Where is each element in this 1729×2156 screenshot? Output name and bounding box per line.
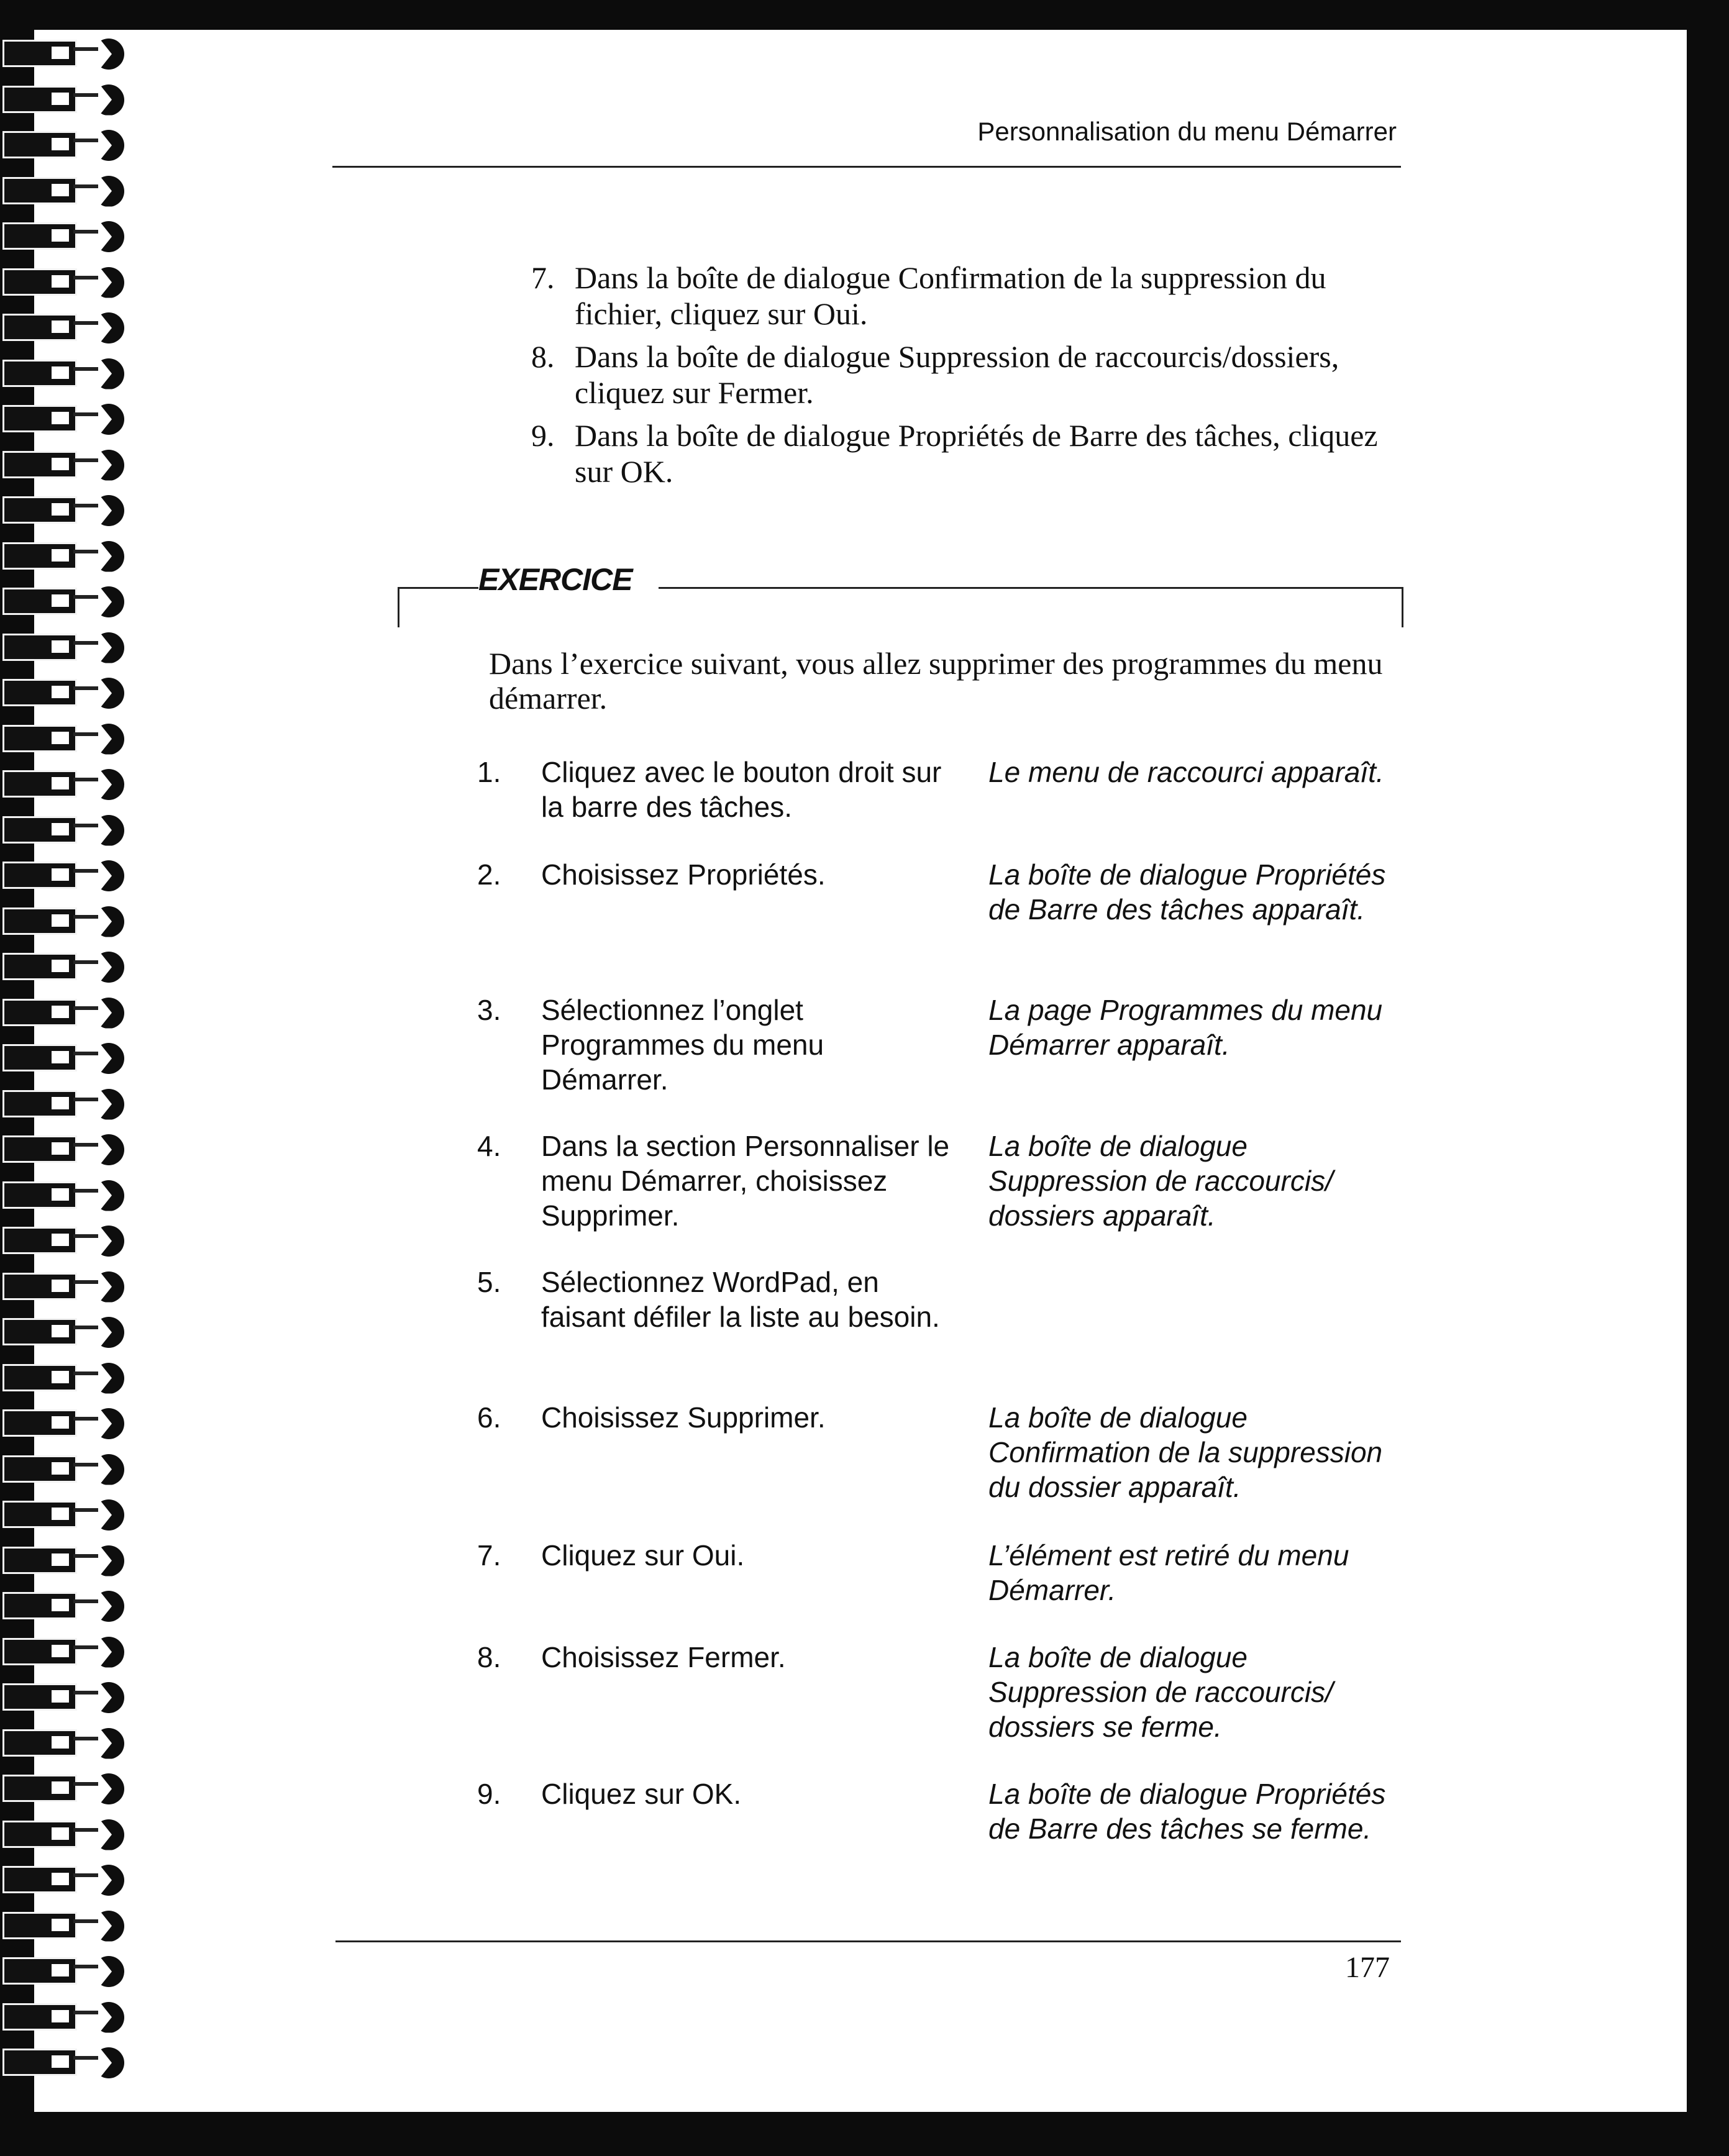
step-result: La boîte de dialogue Suppression de raccourcis/ dossiers se ferme. bbox=[988, 1641, 1333, 1743]
step-action: Dans la section Personnaliser le menu Démarrer, choisissez Supprimer. bbox=[541, 1130, 950, 1232]
step-action: Choisissez Supprimer. bbox=[541, 1401, 826, 1434]
header-rule bbox=[332, 166, 1401, 168]
list-item bbox=[531, 417, 1401, 489]
step-result: La page Programmes du menu Démarrer apparaît. bbox=[988, 994, 1383, 1061]
step-number: 9. bbox=[531, 418, 555, 453]
binding-ring bbox=[0, 1498, 134, 1534]
step-result: Le menu de raccourci apparaît. bbox=[988, 756, 1384, 788]
binding-ring bbox=[0, 494, 134, 530]
binding-ring bbox=[0, 1681, 134, 1717]
running-header: Personnalisation du menu Démarrer bbox=[977, 117, 1397, 146]
exercise-intro: Dans l’exercice suivant, vous allez supprimer des programmes du menu démarrer. bbox=[489, 646, 1383, 716]
binding-ring bbox=[0, 768, 134, 804]
step-action: Sélectionnez WordPad, en faisant défiler la liste au besoin. bbox=[541, 1266, 940, 1333]
step-text: Dans la boîte de dialogue Confirmation de la suppression du fichier, cliquez sur Oui. bbox=[575, 260, 1326, 331]
step-action: Cliquez sur OK. bbox=[541, 1778, 742, 1810]
step-action: Cliquez avec le bouton droit sur la barre des tâches. bbox=[541, 756, 942, 823]
binding-ring bbox=[0, 1088, 134, 1124]
step-number: 7. bbox=[531, 260, 555, 295]
binding-ring bbox=[0, 1316, 134, 1352]
exercise-box-top-rule-left bbox=[398, 587, 485, 589]
binding-ring bbox=[0, 1727, 134, 1763]
binding-ring bbox=[0, 175, 134, 211]
step-action: Choisissez Fermer. bbox=[541, 1641, 786, 1673]
exercise-box-top-rule-right bbox=[659, 587, 1403, 589]
binding-ring bbox=[0, 266, 134, 302]
binding-ring bbox=[0, 1635, 134, 1672]
step-number: 7. bbox=[477, 1539, 501, 1572]
step-number: 4. bbox=[477, 1130, 501, 1162]
step-result: La boîte de dialogue Propriétés de Barre des tâches apparaît. bbox=[988, 858, 1386, 926]
binding-ring bbox=[0, 585, 134, 621]
binding-ring bbox=[0, 220, 134, 256]
step-number: 5. bbox=[477, 1266, 501, 1298]
exercise-box-right-edge bbox=[1402, 588, 1403, 627]
step-result: La boîte de dialogue Suppression de raccourcis/ dossiers apparaît. bbox=[988, 1130, 1333, 1232]
spiral-binding bbox=[0, 37, 143, 2106]
list-item bbox=[531, 260, 1401, 332]
binding-ring bbox=[0, 1133, 134, 1169]
binding-ring bbox=[0, 540, 134, 576]
binding-ring bbox=[0, 996, 134, 1032]
binding-ring bbox=[0, 722, 134, 758]
binding-ring bbox=[0, 448, 134, 484]
binding-ring bbox=[0, 814, 134, 850]
binding-ring bbox=[0, 631, 134, 667]
step-text: Dans la boîte de dialogue Suppression de raccourcis/dossiers, cliquez sur Fermer. bbox=[575, 339, 1339, 410]
list-item bbox=[531, 339, 1401, 411]
page-number: 177 bbox=[1345, 1951, 1390, 1984]
binding-ring bbox=[0, 1590, 134, 1626]
step-number: 8. bbox=[477, 1641, 501, 1673]
binding-ring bbox=[0, 37, 134, 73]
binding-ring bbox=[0, 1224, 134, 1260]
binding-ring bbox=[0, 1544, 134, 1580]
step-action: Choisissez Propriétés. bbox=[541, 858, 826, 891]
step-number: 2. bbox=[477, 858, 501, 891]
binding-ring bbox=[0, 129, 134, 165]
step-number: 1. bbox=[477, 756, 501, 788]
binding-ring bbox=[0, 676, 134, 712]
binding-ring bbox=[0, 2001, 134, 2037]
binding-ring bbox=[0, 403, 134, 439]
binding-ring bbox=[0, 950, 134, 986]
step-number: 9. bbox=[477, 1778, 501, 1810]
step-action: Sélectionnez l’onglet Programmes du menu Démarrer. bbox=[541, 994, 824, 1096]
binding-ring bbox=[0, 859, 134, 895]
step-result: La boîte de dialogue Confirmation de la suppression du dossier apparaît. bbox=[988, 1401, 1383, 1503]
binding-ring bbox=[0, 1362, 134, 1398]
step-result: L’élément est retiré du menu Démarrer. bbox=[988, 1539, 1349, 1606]
binding-ring bbox=[0, 1909, 134, 1945]
binding-ring bbox=[0, 357, 134, 393]
procedure-steps-list bbox=[531, 260, 1401, 496]
step-number: 6. bbox=[477, 1401, 501, 1434]
binding-ring bbox=[0, 1179, 134, 1215]
step-text: Dans la boîte de dialogue Propriétés de Barre des tâches, cliquez sur OK. bbox=[575, 418, 1378, 489]
binding-ring bbox=[0, 1453, 134, 1489]
footer-rule bbox=[335, 1940, 1401, 1942]
binding-ring bbox=[0, 2046, 134, 2082]
binding-ring bbox=[0, 1818, 134, 1854]
exercise-heading: EXERCICE bbox=[478, 562, 641, 598]
binding-ring bbox=[0, 905, 134, 941]
binding-ring bbox=[0, 1955, 134, 1991]
binding-ring bbox=[0, 1042, 134, 1078]
binding-ring bbox=[0, 1772, 134, 1808]
binding-ring bbox=[0, 1270, 134, 1306]
binding-ring bbox=[0, 1407, 134, 1443]
step-action: Cliquez sur Oui. bbox=[541, 1539, 745, 1572]
binding-ring bbox=[0, 83, 134, 119]
exercise-box-left-edge bbox=[398, 588, 399, 627]
step-number: 3. bbox=[477, 994, 501, 1026]
step-number: 8. bbox=[531, 339, 555, 374]
binding-ring bbox=[0, 1863, 134, 1899]
binding-ring bbox=[0, 311, 134, 347]
step-result: La boîte de dialogue Propriétés de Barre des tâches se ferme. bbox=[988, 1778, 1386, 1845]
